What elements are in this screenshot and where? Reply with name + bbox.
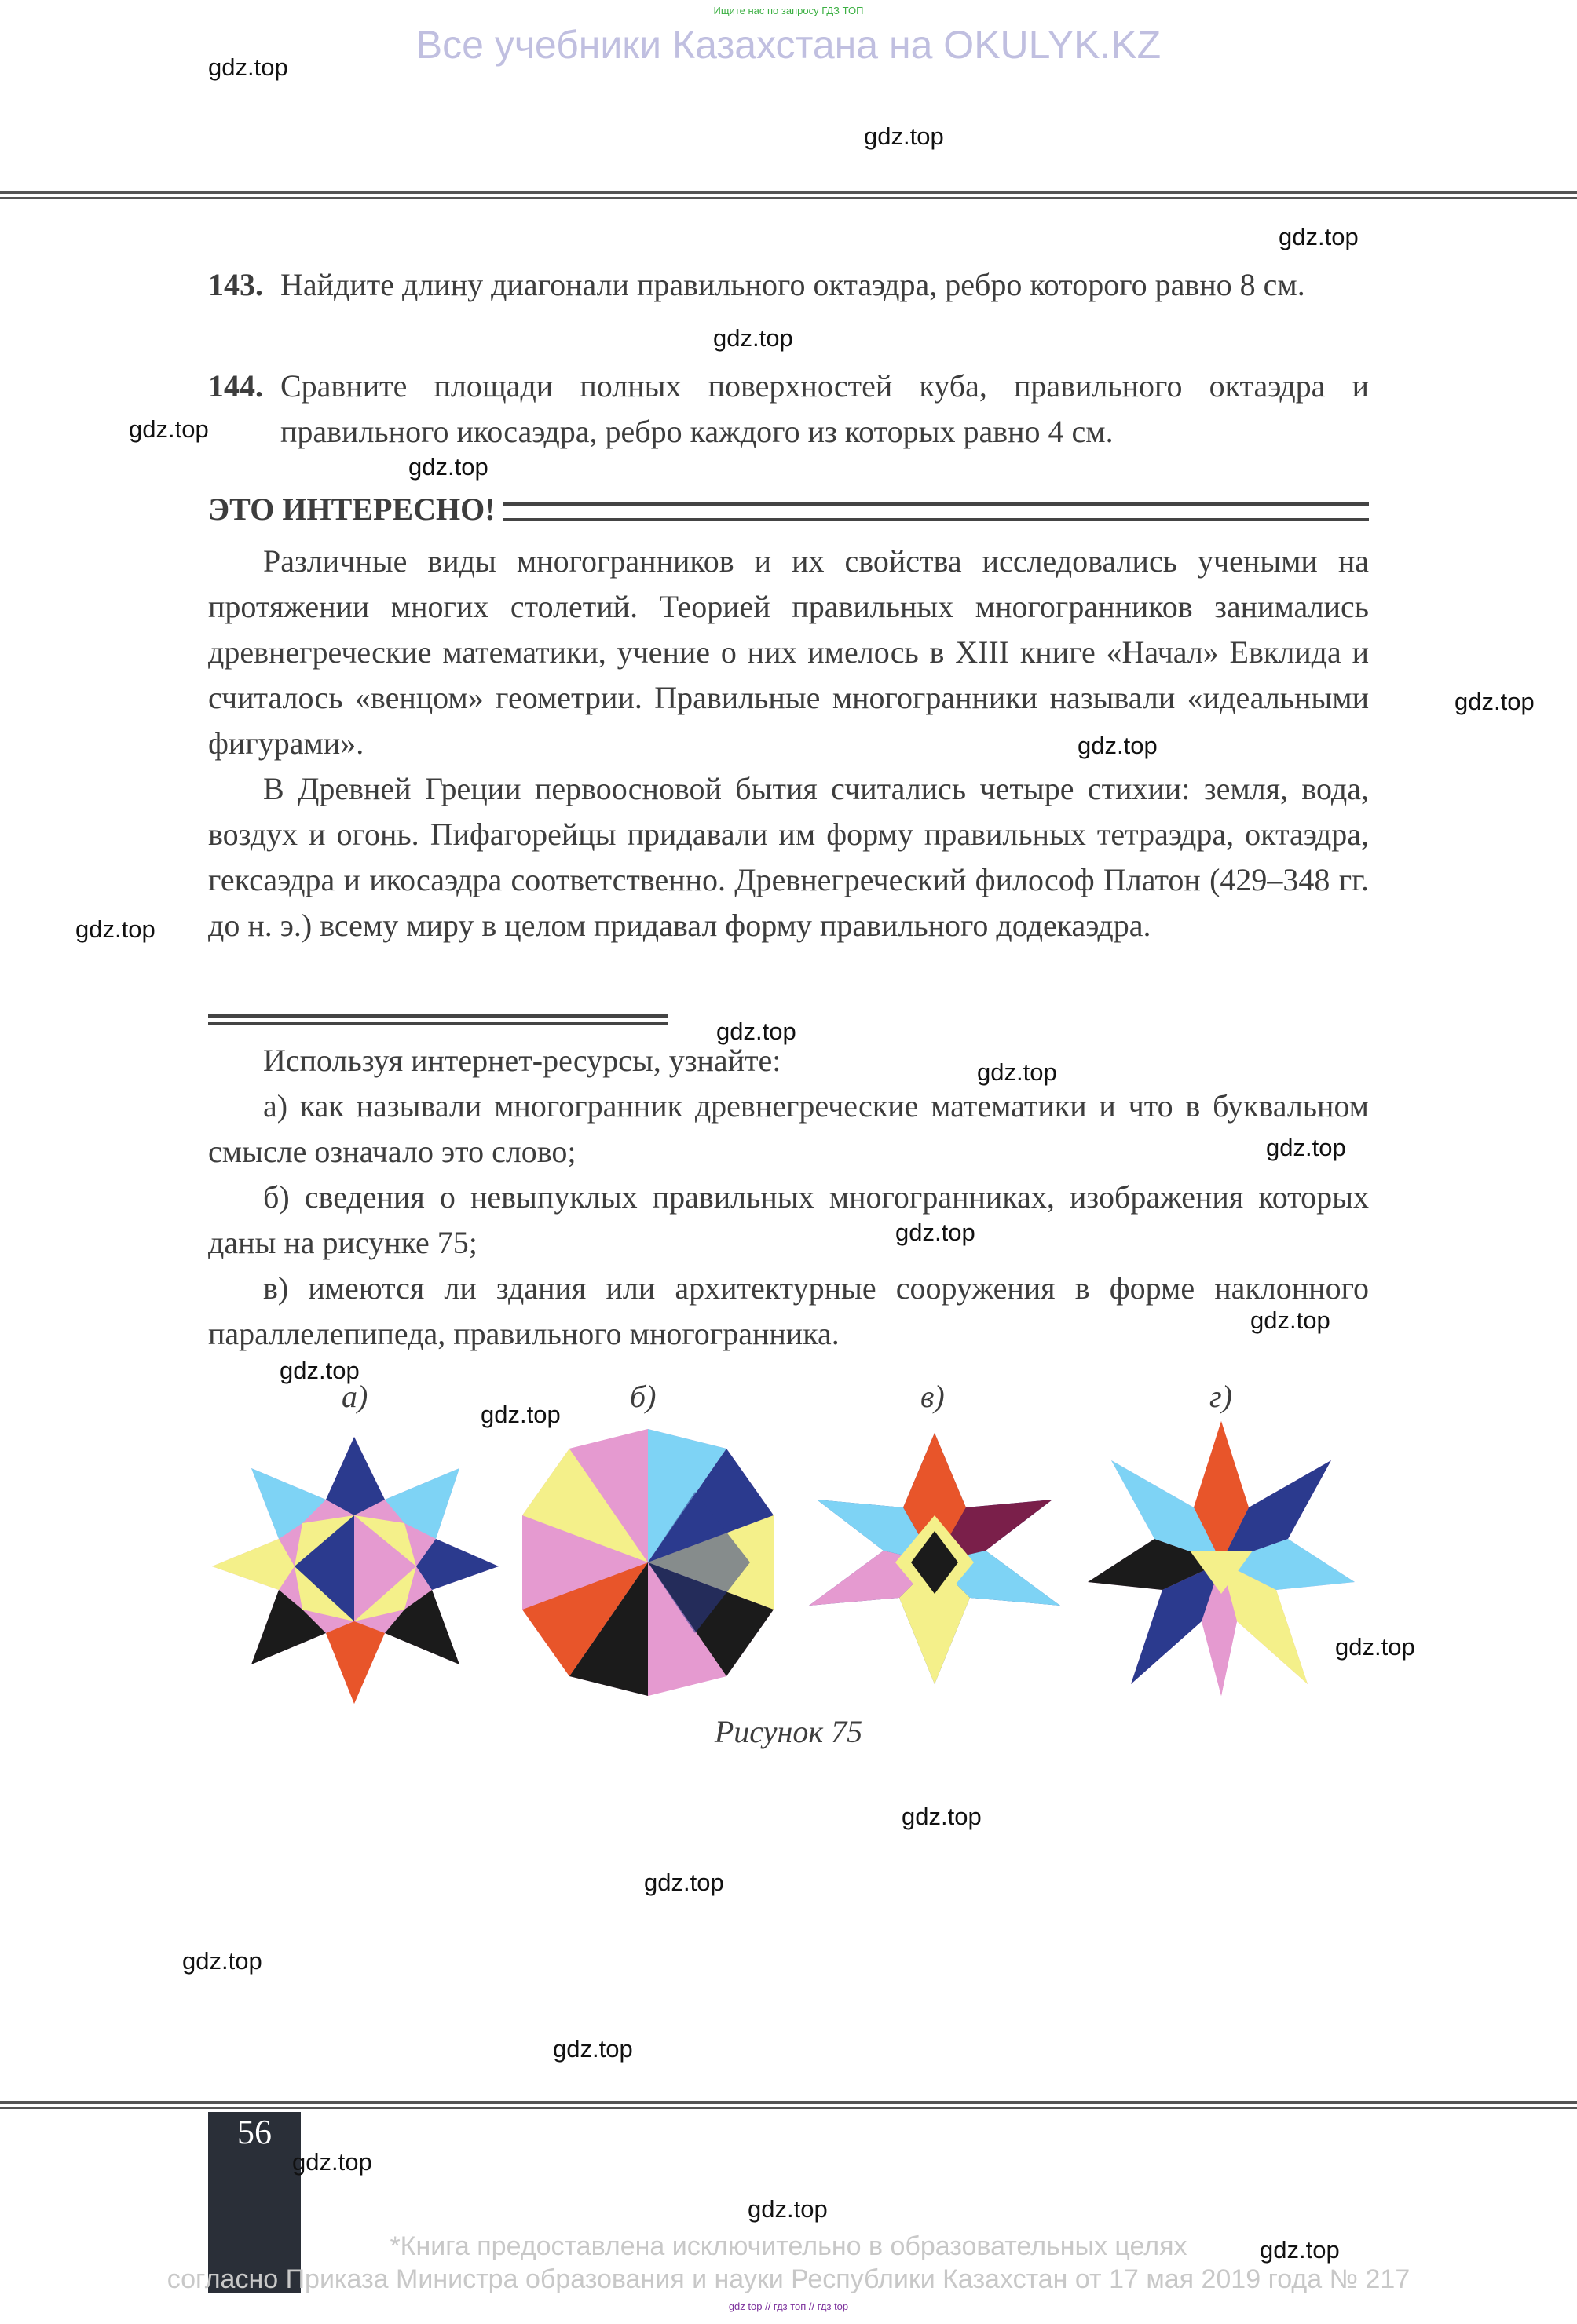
section-separator [208, 1014, 668, 1025]
watermark: gdz.top [408, 453, 488, 481]
problem-number: 144. [208, 368, 263, 404]
watermark: gdz.top [895, 1219, 975, 1246]
task-item-c: в) имеются ли здания или архитектурные сооружения в форме наклонного параллелепипеда, правильного многогранника. [208, 1270, 1369, 1351]
polyhedron-d [1088, 1421, 1355, 1696]
watermark: gdz.top [481, 1401, 561, 1428]
top-rule-thin [0, 197, 1577, 199]
watermark: gdz.top [1266, 1134, 1346, 1161]
watermark: gdz.top [208, 53, 288, 81]
problem-143 [208, 262, 1369, 308]
problem-text: Найдите длину диагонали правильного октаэдра, ребро которого равно 8 см. [280, 267, 1305, 302]
problem-144 [208, 364, 1369, 455]
figure-caption: Рисунок 75 [714, 1714, 863, 1749]
bottom-rule [0, 2101, 1577, 2104]
search-note: Ищите нас по запросу ГДЗ ТОП [713, 5, 864, 16]
watermark: gdz.top [748, 2195, 828, 2223]
site-title[interactable]: Все учебники Казахстана на OKULYK.KZ [415, 23, 1162, 67]
paragraph: Различные виды многогранников и их свойства исследовались учеными на протяжении многих столетий. Теорией правильных многогранников занимались древнегреческие математики, учение о них имелось в XIII книге «Начал» Евклида и считалось «венцом» геометрии. Правильные многогранники называли «идеальными фигурами». [208, 543, 1369, 761]
paragraph: В Древней Греции первоосновой бытия считались четыре стихии: земля, вода, воздух и огонь. Пифагорейцы придавали им форму правильных тетраэдра, октаэдра, гексаэдра и икосаэдра соответственно. Древнегреческий философ Платон (429–348 гг. до н. э.) всему миру в целом придавал форму правильного додекаэдра. [208, 771, 1369, 943]
figure-label-a: а) [342, 1379, 368, 1414]
interesting-heading [208, 489, 1369, 528]
watermark: gdz.top [280, 1357, 360, 1384]
watermark: gdz.top [864, 122, 944, 150]
watermark: gdz.top [1078, 732, 1158, 759]
watermark: gdz.top [1454, 688, 1535, 715]
polyhedron-c [809, 1433, 1060, 1684]
problem-text: Сравните площади полных поверхностей куба, правильного октаэдра и правильного икосаэдра, ребро каждого из которых равно 4 см. [280, 368, 1369, 449]
watermark: gdz.top [182, 1947, 262, 1975]
interesting-heading-label: ЭТО ИНТЕРЕСНО! [208, 491, 496, 527]
footer-line-3[interactable]: gdz top // гдз топ // гдз top [728, 2300, 849, 2312]
watermark: gdz.top [1335, 1633, 1415, 1661]
polyhedra-figure [208, 1413, 1370, 1712]
watermark: gdz.top [713, 324, 793, 352]
top-rule [0, 191, 1577, 194]
task-item-a: а) как называли многогранник древнегреческие математики и что в буквальном смысле означало это слово; [208, 1088, 1369, 1169]
watermark: gdz.top [292, 2148, 372, 2176]
bottom-rule-thin [0, 2107, 1577, 2109]
interesting-paragraph-2 [208, 766, 1369, 948]
watermark: gdz.top [1279, 223, 1359, 250]
interesting-paragraph-1 [208, 539, 1369, 766]
figure-label-c: в) [920, 1379, 945, 1414]
watermark: gdz.top [1250, 1306, 1330, 1334]
problem-number: 143. [208, 267, 263, 302]
polyhedron-a [212, 1437, 499, 1704]
watermark: gdz.top [1260, 2236, 1340, 2264]
watermark: gdz.top [129, 415, 209, 443]
heading-double-rule [503, 502, 1369, 521]
footer-line-1: *Книга предоставлена исключительно в образовательных целях [390, 2231, 1187, 2261]
figure-label-d: г) [1209, 1379, 1232, 1414]
watermark: gdz.top [902, 1803, 982, 1830]
task-intro: Используя интернет-ресурсы, узнайте: [263, 1043, 781, 1078]
watermark: gdz.top [75, 915, 156, 943]
watermark: gdz.top [716, 1018, 796, 1045]
watermark: gdz.top [553, 2035, 633, 2063]
polyhedron-b [522, 1429, 774, 1696]
footer-line-2: согласно Приказа Министра образования и науки Республики Казахстан от 17 мая 2019 года № 217 [166, 2264, 1411, 2294]
page-number: 56 [237, 2113, 272, 2151]
task-item-b: б) сведения о невыпуклых правильных многогранниках, изображения которых даны на рисунке 75; [208, 1179, 1369, 1260]
watermark: gdz.top [977, 1058, 1057, 1086]
figure-label-b: б) [630, 1379, 657, 1414]
task-block [208, 1038, 1369, 1357]
watermark: gdz.top [644, 1869, 724, 1896]
